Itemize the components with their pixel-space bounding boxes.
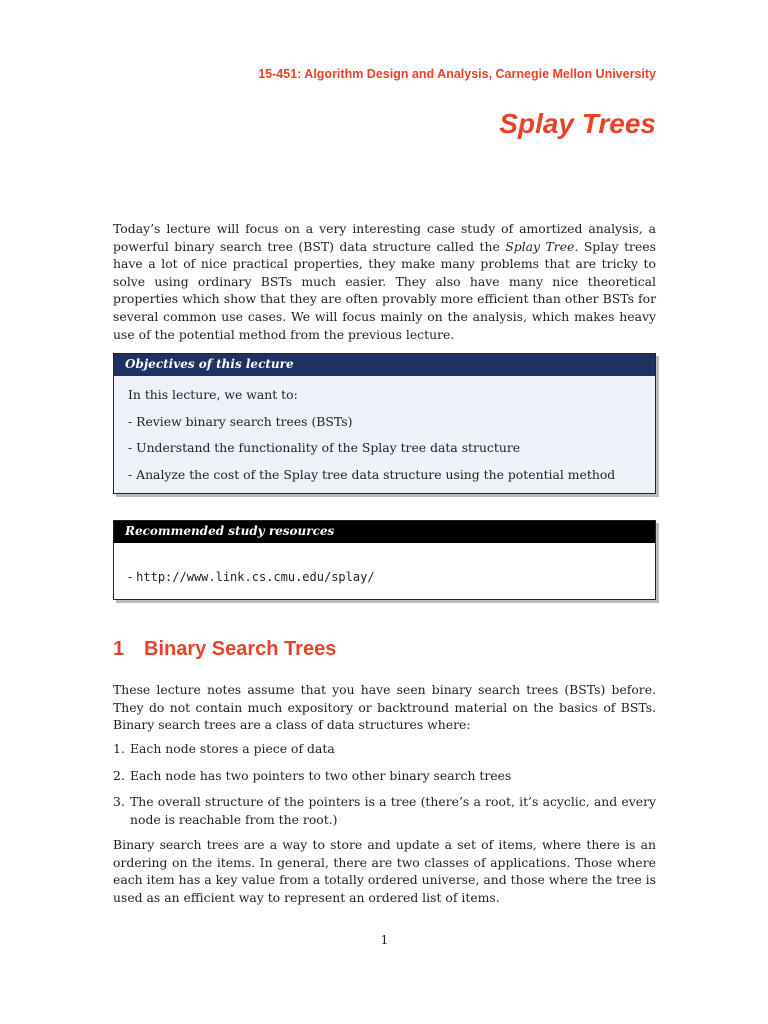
numbered-list [113, 740, 656, 837]
list-item-text: Each node has two pointers to two other binary search trees [130, 767, 512, 783]
list-marker: 2. [113, 767, 125, 783]
resources-body [114, 543, 655, 599]
section-heading [113, 638, 336, 661]
section-title: Binary Search Trees [144, 638, 337, 660]
list-item-text: Each node stores a piece of data [130, 741, 335, 756]
resources-heading: Recommended study resources [114, 521, 655, 543]
resource-dash: - [128, 569, 137, 584]
list-item [113, 767, 656, 785]
document-title: Splay Trees [499, 108, 656, 139]
list-item [113, 740, 656, 758]
intro-paragraph [113, 220, 656, 343]
list-item-text: The overall structure of the pointers is a tree (there’s a root, it’s acyclic, and every node is reachable from the root.) [130, 794, 656, 827]
section-number: 1 [113, 638, 125, 660]
objectives-body [114, 376, 655, 493]
objective-item: - Understand the functionality of the Splay tree data structure [128, 440, 521, 455]
objectives-lead: In this lecture, we want to: [128, 387, 298, 402]
intro-text-1: Today’s lecture will focus on a very interesting case study of amortized analysis, a powerful binary search tree (BST) data structure called the [113, 221, 656, 254]
objectives-box [113, 353, 656, 494]
section-paragraph-2: Binary search trees are a way to store and update a set of items, where there is an ordering on the items. In general, there are two classes of applications. Those where each item has a key value from a totally ordered universe, and those where the tree is used as an efficient way to represent an ordered list of items. [113, 837, 656, 905]
list-marker: 1. [113, 741, 125, 756]
intro-emphasis: Splay Tree [505, 238, 575, 254]
list-marker: 3. [113, 794, 125, 810]
objective-item: - Analyze the cost of the Splay tree data structure using the potential method [128, 466, 616, 482]
section-paragraph-1: These lecture notes assume that you have seen binary search trees (BSTs) before. They do not contain much expository or backtround material on the basics of BSTs. Binary search trees are a class of data structures where: [113, 682, 656, 733]
resource-link[interactable]: http://www.link.cs.cmu.edu/splay/ [136, 570, 375, 584]
list-item [113, 793, 656, 828]
page-number: 1 [380, 932, 389, 947]
course-header: 15-451: Algorithm Design and Analysis, Carnegie Mellon University [258, 67, 656, 81]
intro-text-2: . Splay trees have a lot of nice practical properties, they make many problems that are tricky to solve using ordinary BSTs much easier. They also have many nice theoretical properties which show that they are often provably more efficient than other BSTs for several common use cases. We will focus mainly on the analysis, which makes heavy use of the potential method from the previous lecture. [113, 238, 657, 342]
resources-box [113, 520, 656, 600]
objective-item: - Review binary search trees (BSTs) [128, 413, 353, 429]
objectives-heading: Objectives of this lecture [114, 354, 655, 376]
